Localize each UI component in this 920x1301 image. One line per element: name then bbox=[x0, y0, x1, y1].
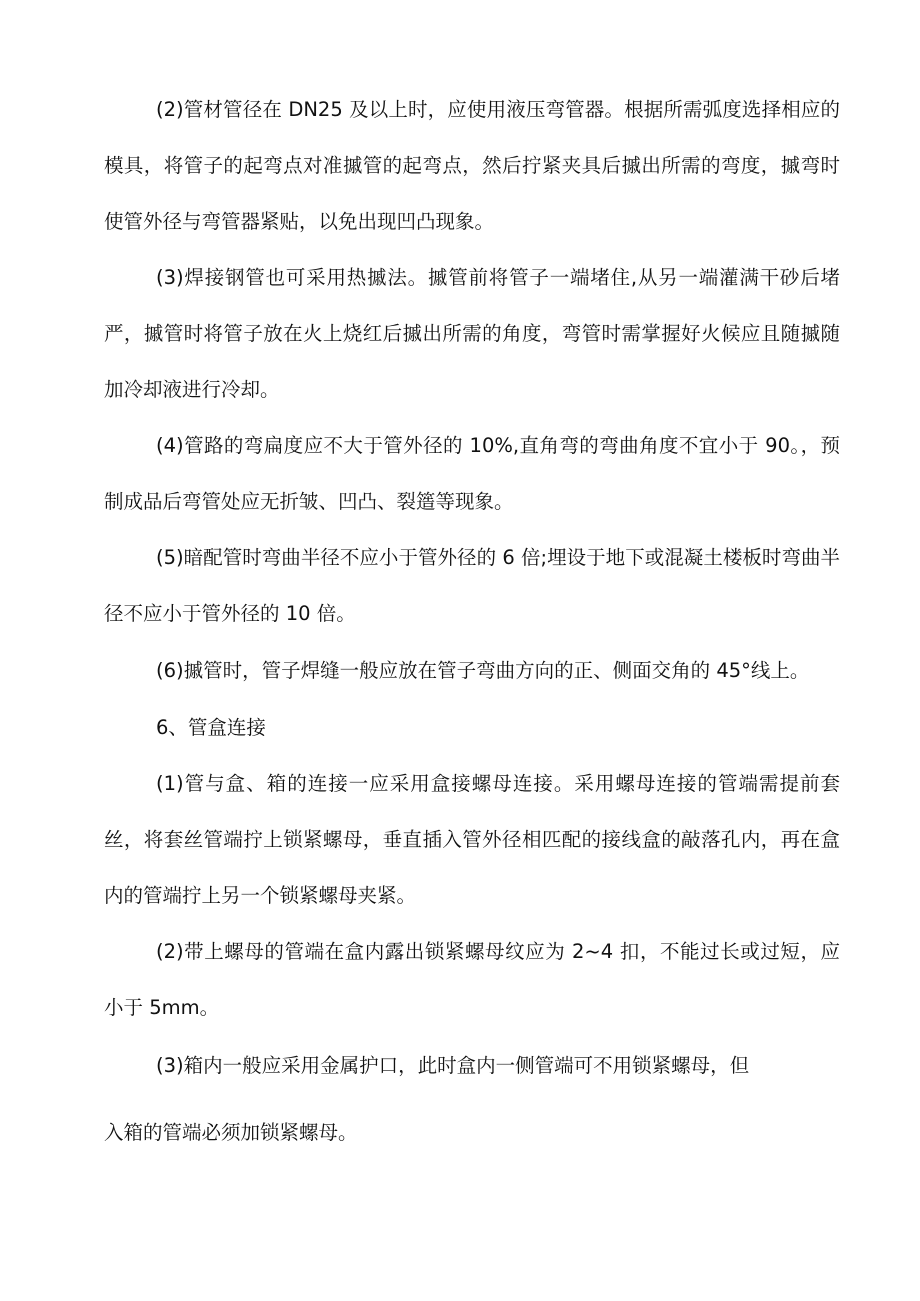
paragraph-metal-guard-line-2: 入箱的管端必须加锁紧螺母。 bbox=[104, 1121, 358, 1144]
paragraph-box-connection: (1)管与盒、箱的连接一应采用盒接螺母连接。采用螺母连接的管端需提前套丝，将套丝管端拧上锁紧螺母，垂直插入管外径相匹配的接线盒的敲落孔内，再在盒内的管端拧上另一个锁紧螺母夹紧。 bbox=[104, 772, 840, 907]
paragraph-bending-hydraulic: (2)管材管径在 DN25 及以上时，应使用液压弯管器。根据所需弧度选择相应的模具，将管子的起弯点对准摵管的起弯点，然后拧紧夹具后摵出所需的弯度，摵弯时使管外径与弯管器紧贴，以免出现凹凸现象。 bbox=[104, 98, 840, 233]
section-heading: 6、管盒连接 bbox=[156, 716, 266, 739]
paragraph-bend-radius: (5)暗配管时弯曲半径不应小于管外径的 6 倍;埋设于地下或混凝土楼板时弯曲半径不应小于管外径的 10 倍。 bbox=[104, 546, 840, 625]
paragraph-metal-guard-line-1: (3)箱内一般应采用金属护口，此时盒内一侧管端可不用锁紧螺母，但 bbox=[156, 1054, 750, 1077]
paragraph-thread-length: (2)带上螺母的管端在盒内露出锁紧螺母纹应为 2~4 扣，不能过长或过短，应小于 5mm。 bbox=[104, 940, 840, 1019]
paragraph-hot-bending: (3)焊接钢管也可采用热摵法。摵管前将管子一端堵住,从另一端灌满干砂后堵严，摵管时将管子放在火上烧红后摵出所需的角度，弯管时需掌握好火候应且随摵随加冷却液进行冷却。 bbox=[104, 266, 840, 401]
paragraph-weld-seam: (6)摵管时，管子焊缝一般应放在管子弯曲方向的正、侧面交角的 45°线上。 bbox=[156, 659, 810, 682]
paragraph-flatness: (4)管路的弯扁度应不大于管外径的 10%,直角弯的弯曲角度不宜小于 90。，预制成品后弯管处应无折皱、凹凸、裂簉等现象。 bbox=[104, 434, 840, 513]
